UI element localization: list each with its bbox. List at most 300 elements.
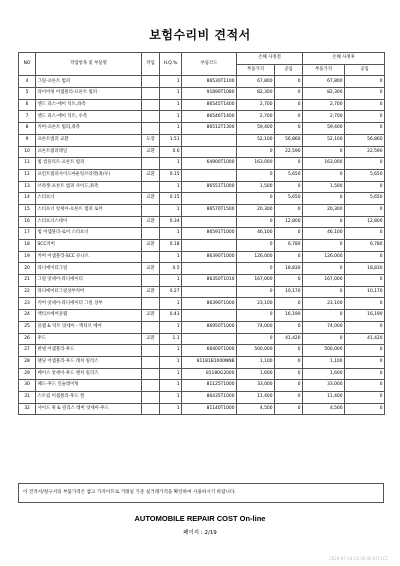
row-part-code <box>182 240 237 252</box>
row-no: 11 <box>19 158 36 170</box>
row-labor-before: 0 <box>275 380 303 392</box>
table-row <box>19 123 385 135</box>
row-work-type: 교환 <box>142 146 160 158</box>
row-part-price-after: 11,400 <box>303 391 345 403</box>
row-labor-before: 5,650 <box>275 193 303 205</box>
table-row <box>19 391 385 403</box>
table-row <box>19 275 385 287</box>
row-hq: 0.27 <box>160 286 182 298</box>
row-labor-before: 16,190 <box>275 310 303 322</box>
row-part-price-before: 0 <box>237 333 275 345</box>
row-no: 5 <box>19 88 36 100</box>
row-work-type <box>142 88 160 100</box>
row-item-name: 스트립 어셈블리-후드 씰 <box>36 391 142 403</box>
row-hq: 1 <box>160 380 182 392</box>
estimate-table <box>18 52 385 415</box>
row-part-price-before: 163,000 <box>237 158 275 170</box>
row-work-type <box>142 298 160 310</box>
row-item-name: 빔 어셈블리-로어 스티프너 <box>36 228 142 240</box>
header-after-adjust: 손해 사정후 <box>303 53 385 65</box>
table-row <box>19 216 385 228</box>
row-labor-before: 5,650 <box>275 169 303 181</box>
row-item-name: 액티브에어플랩 <box>36 310 142 322</box>
row-work-type <box>142 251 160 263</box>
row-work-type: 교환 <box>142 240 160 252</box>
row-work-type <box>142 111 160 123</box>
row-work-type: 교환 <box>142 310 160 322</box>
row-part-price-before: 2,700 <box>237 99 275 111</box>
row-item-name: 그릴 앗세이-라디에이터 <box>36 275 142 287</box>
row-item-name: SCC커버 <box>36 240 142 252</box>
row-part-price-after: 82,300 <box>303 88 345 100</box>
row-item-name: 커버 어셈블리-SCC 유니트 <box>36 251 142 263</box>
row-hq: 1 <box>160 88 182 100</box>
row-hq: 1 <box>160 403 182 415</box>
row-hq: 0.18 <box>160 240 182 252</box>
table-row <box>19 158 385 170</box>
row-part-code <box>182 310 237 322</box>
row-item-name: 엔드 피스-에어 덕트, 우측 <box>36 111 142 123</box>
row-part-price-before: 500,000 <box>237 345 275 357</box>
row-labor-before: 0 <box>275 251 303 263</box>
row-hq: 1 <box>160 158 182 170</box>
row-labor-before: 0 <box>275 391 303 403</box>
row-hq: 1.1 <box>160 333 182 345</box>
row-part-code: 86570T1500 <box>182 204 237 216</box>
row-part-price-before: 167,000 <box>237 275 275 287</box>
row-work-type <box>142 275 160 287</box>
row-part-price-before: 0 <box>237 310 275 322</box>
row-part-code <box>182 169 237 181</box>
row-no: 20 <box>19 263 36 275</box>
header-labor-before: 공임 <box>275 64 303 76</box>
row-work-type: 교환 <box>142 286 160 298</box>
row-no: 21 <box>19 275 36 287</box>
row-part-price-before: 0 <box>237 146 275 158</box>
row-part-price-before: 82,300 <box>237 88 275 100</box>
row-labor-after: 16,190 <box>345 310 385 322</box>
row-work-type <box>142 99 160 111</box>
table-row <box>19 310 385 322</box>
row-labor-before: 0 <box>275 228 303 240</box>
row-part-code: 81181B1000NNB <box>182 356 237 368</box>
table-row <box>19 99 385 111</box>
row-labor-after: 5,650 <box>345 193 385 205</box>
row-part-price-after: 500,000 <box>303 345 345 357</box>
row-part-code: 81180G2000 <box>182 368 237 380</box>
row-part-price-before: 52,100 <box>237 134 275 146</box>
row-labor-after: 0 <box>345 403 385 415</box>
row-part-price-after: 163,000 <box>303 158 345 170</box>
row-part-price-after: 52,100 <box>303 134 345 146</box>
header-part-price-before: 부품가격 <box>237 64 275 76</box>
row-item-name: 라디에이터그릴상부커버 <box>36 286 142 298</box>
row-no: 29 <box>19 368 36 380</box>
row-no: 4 <box>19 76 36 88</box>
row-work-type <box>142 158 160 170</box>
row-labor-before: 0 <box>275 368 303 380</box>
row-hq: 1 <box>160 99 182 111</box>
row-part-price-after: 33,000 <box>303 380 345 392</box>
row-no: 30 <box>19 380 36 392</box>
row-labor-before: 6,780 <box>275 240 303 252</box>
row-work-type: 교환 <box>142 193 160 205</box>
table-row <box>19 321 385 333</box>
row-no: 25 <box>19 321 36 333</box>
row-no: 13 <box>19 181 36 193</box>
row-part-price-after: 0 <box>303 333 345 345</box>
row-labor-before: 0 <box>275 321 303 333</box>
row-labor-before: 0 <box>275 158 303 170</box>
row-part-code: 86435T1000 <box>182 391 237 403</box>
header-hq: H.Q.% <box>160 53 182 76</box>
table-row <box>19 76 385 88</box>
row-labor-before: 12,800 <box>275 216 303 228</box>
row-part-code: 86545T1400 <box>182 99 237 111</box>
row-part-price-before: 20,300 <box>237 204 275 216</box>
table-row <box>19 228 385 240</box>
row-hq: 1 <box>160 275 182 287</box>
row-work-type <box>142 123 160 135</box>
row-no: 8 <box>19 123 36 135</box>
header-work: 작업 <box>142 53 160 76</box>
row-hq: 1 <box>160 123 182 135</box>
row-part-price-after: 0 <box>303 146 345 158</box>
table-row <box>19 251 385 263</box>
row-labor-after: 0 <box>345 88 385 100</box>
row-part-price-before: 1,600 <box>237 368 275 380</box>
row-hq: 1 <box>160 345 182 357</box>
table-row <box>19 134 385 146</box>
row-part-price-before: 0 <box>237 286 275 298</box>
table-row <box>19 403 385 415</box>
row-labor-before: 22,590 <box>275 146 303 158</box>
row-part-price-after: 1,100 <box>303 356 345 368</box>
row-part-code: 81140T1000 <box>182 403 237 415</box>
row-part-code: 86551T1000 <box>182 181 237 193</box>
row-part-price-before: 0 <box>237 193 275 205</box>
row-no: 6 <box>19 99 36 111</box>
row-part-price-after: 67,800 <box>303 76 345 88</box>
row-hq: 1 <box>160 76 182 88</box>
row-no: 14 <box>19 193 36 205</box>
row-hq: 0.5 <box>160 263 182 275</box>
row-hq: 1.51 <box>160 134 182 146</box>
row-hq: 0.43 <box>160 310 182 322</box>
row-item-name: 라디에이터그릴 <box>36 263 142 275</box>
row-no: 18 <box>19 240 36 252</box>
row-part-price-after: 46,100 <box>303 228 345 240</box>
row-no: 22 <box>19 286 36 298</box>
row-work-type <box>142 368 160 380</box>
row-part-price-before: 0 <box>237 263 275 275</box>
table-row <box>19 204 385 216</box>
row-work-type: 도장 <box>142 134 160 146</box>
row-part-code: 81125T1000 <box>182 380 237 392</box>
row-hq: 1 <box>160 228 182 240</box>
row-part-code: 91890T1080 <box>182 88 237 100</box>
row-work-type: 교환 <box>142 263 160 275</box>
row-part-price-after: 23,100 <box>303 298 345 310</box>
row-part-price-before: 0 <box>237 216 275 228</box>
row-no: 19 <box>19 251 36 263</box>
row-labor-before: 0 <box>275 111 303 123</box>
row-part-price-before: 59,400 <box>237 123 275 135</box>
row-hq: 1 <box>160 321 182 333</box>
row-part-price-before: 1,100 <box>237 356 275 368</box>
header-item: 작업항목 및 부품명 <box>36 53 142 76</box>
row-item-name: 랜딩 어셈블리-후드 래치 릴리스 <box>36 356 142 368</box>
row-part-code <box>182 134 237 146</box>
row-item-name: 라이어핑 어셈블리-프론트 범퍼 <box>36 88 142 100</box>
row-labor-after: 0 <box>345 76 385 88</box>
row-no: 27 <box>19 345 36 357</box>
row-item-name: 프론트범퍼 교환 <box>36 134 142 146</box>
row-part-code: 86591T1000 <box>182 228 237 240</box>
row-work-type: 교환 <box>142 169 160 181</box>
row-no: 28 <box>19 356 36 368</box>
row-work-type <box>142 181 160 193</box>
row-hq: 1 <box>160 368 182 380</box>
row-no: 23 <box>19 298 36 310</box>
row-no: 7 <box>19 111 36 123</box>
row-item-name: 플랩 & 덕트 앗세이 - 액티브 에어 <box>36 321 142 333</box>
row-labor-after: 0 <box>345 321 385 333</box>
row-part-price-after: 0 <box>303 193 345 205</box>
row-part-price-before: 1,500 <box>237 181 275 193</box>
table-row <box>19 263 385 275</box>
row-item-name: 빔 컴플리트-프론트 범퍼 <box>36 158 142 170</box>
row-item-name: 패드-후드 인슐레이팅 <box>36 380 142 392</box>
row-part-code: 86546T1400 <box>182 111 237 123</box>
row-part-price-after: 0 <box>303 240 345 252</box>
row-item-name: 브라켓-프론트 범퍼 사이드,좌측 <box>36 181 142 193</box>
row-labor-before: 0 <box>275 88 303 100</box>
row-work-type: 교환 <box>142 333 160 345</box>
header-part-price-after: 부품가격 <box>303 64 345 76</box>
row-work-type <box>142 321 160 333</box>
row-hq: 1 <box>160 298 182 310</box>
header-code: 부품코드 <box>182 53 237 76</box>
row-item-name: 커버-프론트 범퍼,좌측 <box>36 123 142 135</box>
table-row <box>19 345 385 357</box>
row-work-type <box>142 345 160 357</box>
row-hq: 1 <box>160 111 182 123</box>
row-part-price-before: 0 <box>237 240 275 252</box>
row-labor-after: 0 <box>345 158 385 170</box>
row-labor-after: 0 <box>345 204 385 216</box>
row-part-price-before: 74,000 <box>237 321 275 333</box>
row-part-code <box>182 333 237 345</box>
row-part-price-after: 167,000 <box>303 275 345 287</box>
row-labor-after: 0 <box>345 123 385 135</box>
row-part-code <box>182 146 237 158</box>
footer-title: AUTOMOBILE REPAIR COST On-line <box>134 514 266 523</box>
table-row <box>19 88 385 100</box>
row-labor-before: 41,420 <box>275 333 303 345</box>
table-row <box>19 240 385 252</box>
row-hq: 1 <box>160 181 182 193</box>
row-item-name: 스티프너스테이 <box>36 216 142 228</box>
row-hq: 1 <box>160 356 182 368</box>
row-no: 10 <box>19 146 36 158</box>
row-labor-after: 0 <box>345 368 385 380</box>
row-labor-before: 0 <box>275 204 303 216</box>
row-part-code: 86390T1000 <box>182 251 237 263</box>
row-part-price-before: 0 <box>237 169 275 181</box>
row-labor-before: 0 <box>275 76 303 88</box>
row-part-code: 86350T1010 <box>182 275 237 287</box>
row-labor-after: 0 <box>345 345 385 357</box>
row-labor-after: 0 <box>345 380 385 392</box>
row-labor-before: 0 <box>275 123 303 135</box>
row-item-name: 그릴-프론트 범퍼 <box>36 76 142 88</box>
row-work-type <box>142 356 160 368</box>
row-labor-after: 41,420 <box>345 333 385 345</box>
row-part-price-after: 74,000 <box>303 321 345 333</box>
row-item-name: 엔드 피스-에어 덕트,좌측 <box>36 99 142 111</box>
row-part-price-after: 2,700 <box>303 99 345 111</box>
row-work-type <box>142 76 160 88</box>
row-part-code <box>182 193 237 205</box>
row-part-code: 64900T1000 <box>182 158 237 170</box>
row-part-price-before: 67,800 <box>237 76 275 88</box>
row-labor-after: 0 <box>345 228 385 240</box>
row-no: 12 <box>19 169 36 181</box>
row-no: 16 <box>19 216 36 228</box>
row-part-code <box>182 263 237 275</box>
row-labor-after: 0 <box>345 298 385 310</box>
row-hq: 0.6 <box>160 146 182 158</box>
row-labor-after: 0 <box>345 181 385 193</box>
row-work-type <box>142 228 160 240</box>
row-labor-before: 0 <box>275 345 303 357</box>
row-labor-before: 0 <box>275 403 303 415</box>
row-labor-after: 6,780 <box>345 240 385 252</box>
row-part-price-after: 126,000 <box>303 251 345 263</box>
row-labor-after: 0 <box>345 99 385 111</box>
row-part-price-before: 2,700 <box>237 111 275 123</box>
row-labor-before: 0 <box>275 298 303 310</box>
row-labor-after: 18,830 <box>345 263 385 275</box>
table-row <box>19 193 385 205</box>
row-item-name: 프런트범퍼사이드마운팅브라켓(좌/우) <box>36 169 142 181</box>
row-item-name: 베어스 앗세이-후드 랜치 릴리즈 <box>36 368 142 380</box>
table-row <box>19 356 385 368</box>
row-hq: 1 <box>160 251 182 263</box>
row-no: 26 <box>19 333 36 345</box>
row-labor-after: 22,590 <box>345 146 385 158</box>
row-item-name: 스티프너 앗세이-프론트 범퍼 로어 <box>36 204 142 216</box>
page-number: 페이지 : 2/19 <box>183 530 217 536</box>
row-part-price-before: 4,500 <box>237 403 275 415</box>
row-labor-before: 56,860 <box>275 134 303 146</box>
row-hq: 0.15 <box>160 169 182 181</box>
row-item-name: 판넬 어셈블리-후드 <box>36 345 142 357</box>
row-part-price-after: 20,300 <box>303 204 345 216</box>
row-no: 24 <box>19 310 36 322</box>
row-part-price-after: 0 <box>303 263 345 275</box>
row-hq: 0.15 <box>160 193 182 205</box>
row-work-type: 교환 <box>142 216 160 228</box>
row-labor-after: 12,800 <box>345 216 385 228</box>
row-labor-after: 56,860 <box>345 134 385 146</box>
row-part-price-before: 33,000 <box>237 380 275 392</box>
row-part-price-after: 0 <box>303 286 345 298</box>
row-no: 31 <box>19 391 36 403</box>
row-hq: 1 <box>160 391 182 403</box>
row-part-price-after: 1,600 <box>303 368 345 380</box>
row-item-name: 사이드 훅 & 릴리스 레버 앗세이-후드 <box>36 403 142 415</box>
header-before-adjust: 손해 사정전 <box>237 53 303 65</box>
disclaimer-note: 이 견적서/청구서의 부품가격은 참고 가격이므로 거래일 기준 실거래가격을 확인하여 사용하시기 바랍니다. <box>18 483 384 503</box>
row-item-name: 후드 <box>36 333 142 345</box>
row-work-type <box>142 403 160 415</box>
table-row <box>19 146 385 158</box>
document-title: 보험수리비 견적서 <box>149 28 251 42</box>
row-part-price-after: 59,400 <box>303 123 345 135</box>
table-row <box>19 111 385 123</box>
row-part-code: 86512T1300 <box>182 123 237 135</box>
row-item-name: 커버 앗세이-라디에이터 그릴 상부 <box>36 298 142 310</box>
row-part-code: 66400T1000 <box>182 345 237 357</box>
row-labor-before: 0 <box>275 275 303 287</box>
row-labor-after: 0 <box>345 275 385 287</box>
row-no: 17 <box>19 228 36 240</box>
row-part-price-after: 4,500 <box>303 403 345 415</box>
row-part-price-after: 0 <box>303 216 345 228</box>
row-part-price-before: 126,000 <box>237 251 275 263</box>
table-row <box>19 169 385 181</box>
row-labor-after: 0 <box>345 111 385 123</box>
row-part-price-before: 46,100 <box>237 228 275 240</box>
row-part-price-after: 0 <box>303 310 345 322</box>
table-row <box>19 368 385 380</box>
table-row <box>19 298 385 310</box>
row-work-type <box>142 380 160 392</box>
row-labor-after: 0 <box>345 356 385 368</box>
row-labor-before: 0 <box>275 356 303 368</box>
row-item-name: 프론트범퍼레일 <box>36 146 142 158</box>
row-labor-before: 10,170 <box>275 286 303 298</box>
table-row <box>19 333 385 345</box>
row-labor-after: 10,170 <box>345 286 385 298</box>
row-part-price-after: 2,700 <box>303 111 345 123</box>
row-part-code: 86390T1000 <box>182 298 237 310</box>
table-row <box>19 181 385 193</box>
row-hq: 1 <box>160 204 182 216</box>
row-labor-after: 0 <box>345 251 385 263</box>
row-part-price-before: 11,400 <box>237 391 275 403</box>
row-work-type <box>142 391 160 403</box>
row-labor-after: 0 <box>345 391 385 403</box>
row-hq: 0.34 <box>160 216 182 228</box>
row-no: 32 <box>19 403 36 415</box>
row-labor-after: 5,650 <box>345 169 385 181</box>
row-no: 15 <box>19 204 36 216</box>
row-part-price-before: 23,100 <box>237 298 275 310</box>
row-part-code <box>182 286 237 298</box>
row-no: 9 <box>19 134 36 146</box>
row-part-price-after: 1,500 <box>303 181 345 193</box>
header-no: NO <box>19 53 36 76</box>
row-labor-before: 18,830 <box>275 263 303 275</box>
table-row <box>19 286 385 298</box>
row-item-name: 스티프너 <box>36 193 142 205</box>
row-part-code: 86530T1100 <box>182 76 237 88</box>
row-part-code: 86950T1000 <box>182 321 237 333</box>
row-part-price-after: 0 <box>303 169 345 181</box>
